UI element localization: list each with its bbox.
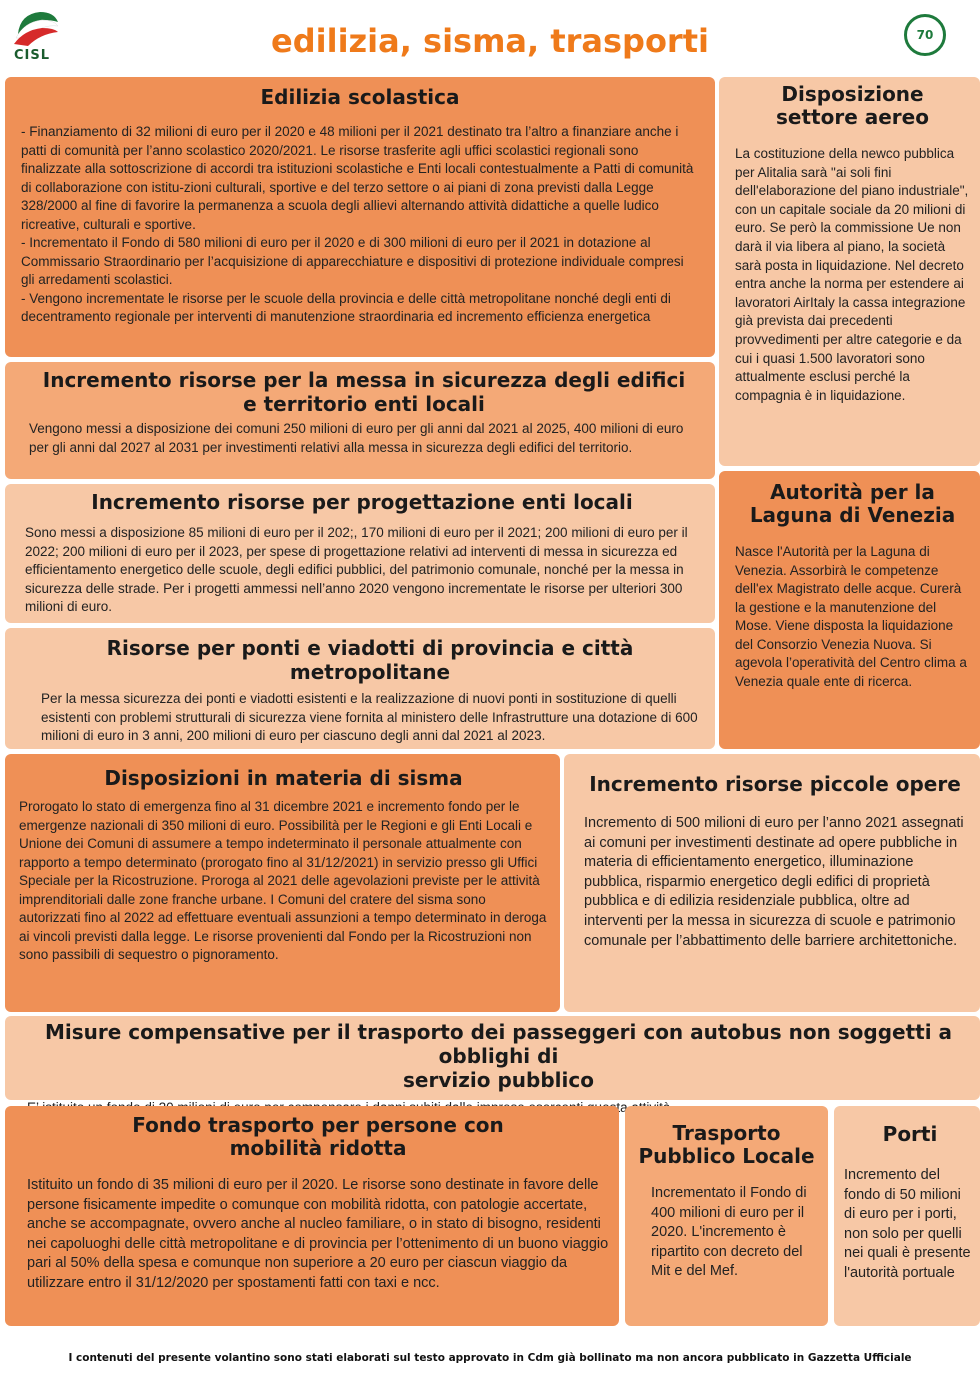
section-laguna-venezia	[719, 471, 980, 749]
anniversary-badge-text: 70	[916, 28, 934, 42]
section-text: La costituzione della newco pubblica per Alitalia sarà "ai soli fini dell'elaborazione del piano industriale", con un capitale sociale da 20 milioni di euro. Se però la commissione Ue non darà il via libera al piano, la società sarà posta in liquidazione. Nel decreto entra anche la norma per estendere ai lavoratori AirItaly la cassa integrazione già prevista dai precedenti provvedimenti per altre categorie e da cui i quasi 1.500 lavoratori sono attualmente esclusi perché la compagnia è in liquidazione.	[735, 146, 969, 403]
anniversary-badge	[904, 14, 946, 56]
section-title: Incremento risorse per progettazione enti locali	[91, 490, 633, 514]
section-text: Incrementato il Fondo di 400 milioni di euro per il 2020. L'incremento è ripartito con decreto del Mit e del Mef.	[651, 1185, 807, 1280]
section-text: Nasce l'Autorità per la Laguna di Venezia. Assorbirà le competenze dell'ex Magistrato delle acque. Curerà la gestione e la manutenzione del Mose. Viene disposta la liquidazione del Consorzio Venezia Nuova. Si agevola l’operatività del Centro clima a Venezia quale ente di ricerca.	[735, 544, 967, 689]
section-title: Risorse per ponti e viadotti di provincia e città metropolitane	[106, 636, 634, 684]
section-text: Sono messi a disposizione 85 milioni di euro per il 202;, 170 milioni di euro per il 2021; 200 milioni di euro per il 2022; 200 milioni di euro per il 2023, per spese di progettazione relativi ad interventi di messa in sicurezza ed efficientamento energetico delle scuole, degli edifici pubblici, del patrimonio comunale, nonché per la messa in sicurezza delle strade. Per i progetti ammessi nell’anno 2020 vengono incrementate le risorse per ulteriori 300 milioni di euro.	[25, 525, 688, 614]
section-text: Incremento del fondo di 50 milioni di euro per i porti, non solo per quelli nei quali è presente l'autorità portuale	[844, 1167, 971, 1281]
footer-disclaimer: I contenuti del presente volantino sono stati elaborati sul testo approvato in Cdm già bollinato ma non ancora pubblicato in Gazzetta Ufficiale	[68, 1352, 912, 1364]
section-settore-aereo	[719, 77, 980, 466]
section-progettazione	[5, 484, 715, 623]
section-title: Incremento risorse per la messa in sicurezza degli edifici e territorio enti locali	[42, 368, 686, 416]
section-text: Prorogato lo stato di emergenza fino al 31 dicembre 2021 e incremento fondo per le emergenze nazionali di 350 milioni di euro. Possibilità per le Regioni e gli Enti Locali e Unione dei Comuni di assumere a tempo indeterminato il personale attualmente con rapporto a tempo determinato (prorogato fino al 31/12/2021) in servizio presso gli Uffici Speciale per la Ricostruzione. Proroga al 2021 delle agevolazioni previste per le attività imprenditoriali dalle zone franche urbane. I Comuni del cratere del sisma sono autorizzati fino al 2022 ad effettuare eventuali assunzioni a tempo determinato in deroga ai vincoli previsti dalla legge. Le risorse provenienti dal Fondo per la Ricostruzioni non sono passibili di sequestro o pignoramento.	[19, 799, 547, 962]
section-messa-in-sicurezza	[5, 362, 715, 479]
section-text: - Finanziamento di 32 milioni di euro per il 2020 e 48 milioni per il 2021 destinato tra l’altro a finanziare anche i patti di comunità per l’anno scolastico 2020/2021. Le risorse trasferite agli uffici scolastici regionali sono finalizzate alla sottoscrizione di accordi tra istituzioni scolastiche e Enti locali contestualmente a Patti di comunità di collaborazione con istitu-zioni culturali, sportive e del terzo settore o ai piani di zona previsti dalla Legge 328/2000 al fine di favorire la permanenza a scuola degli allievi alternando attività didattiche a quelle ludico ricreative, culturali e sportive. - Incrementato il Fondo di 580 milioni di euro per il 2020 e di 300 milioni di euro per il 2021 in dotazione al Commissario Straordinario per l’acquisizione di apparecchiature e dispositivi di protezione individuale compresi gli arredamenti scolastici. - Vengono incrementate le risorse per le scuole della provincia e delle città metropolitane nonché degli enti di decentramento regionale per interventi di manutenzione straordinaria ed incremento efficienza energetica	[21, 124, 694, 324]
section-title: Misure compensative per il trasporto dei passeggeri con autobus non soggetti a obblighi di servizio pubblico	[44, 1020, 953, 1092]
cisl-logo-text: CISL	[14, 48, 51, 63]
section-title: Porti	[882, 1122, 938, 1146]
section-title: Incremento risorse piccole opere	[589, 772, 961, 796]
section-title: Autorità per la Laguna di Venezia	[749, 480, 956, 527]
section-title: Disposizione settore aereo	[776, 82, 929, 129]
section-title: Disposizioni in materia di sisma	[104, 766, 463, 790]
section-trasporto-pubblico-locale	[625, 1106, 828, 1326]
section-text: Istituito un fondo di 35 milioni di euro per il 2020. Le risorse sono destinate in favore delle persone fisicamente impedite o comunque con mobilità ridotta, con patologie accertate, anche se accompagnate, ovvero anche al nucleo familiare, o in stato di bisogno, residenti nei capoluoghi delle città metropolitane e di provincia per l’ottenimento di un buono viaggio pari al 50% della spesa e comunque non superiore a 20 euro per ciascun viaggio da utilizzare entro il 31/12/2020 per spostamenti fatti con taxi e ncc.	[27, 1177, 609, 1291]
section-title: Trasporto Pubblico Locale	[638, 1121, 815, 1168]
section-autobus	[5, 1016, 980, 1100]
section-ponti-viadotti	[5, 628, 715, 749]
section-title: Fondo trasporto per persone con mobilità ridotta	[132, 1113, 504, 1160]
section-sisma	[5, 754, 560, 1012]
section-porti	[834, 1106, 980, 1326]
section-text: Vengono messi a disposizione dei comuni 250 milioni di euro per gli anni dal 2021 al 2025, 400 milioni di euro per gli anni dal 2027 al 2031 per investimenti relativi alla messa in sicurezza degli edifici del territorio.	[29, 421, 684, 455]
section-title: Edilizia scolastica	[260, 85, 460, 109]
section-piccole-opere	[564, 754, 980, 1012]
section-text: Per la messa sicurezza dei ponti e viadotti esistenti e la realizzazione di nuovi ponti in sostituzione di quelli esistenti con problemi strutturali di sicurezza viene fornita al ministero delle Infrastrutture una dotazione di 600 milioni di euro in 3 anni, 200 milioni di euro per ciascuno degli anni dal 2021 al 2023.	[41, 691, 698, 743]
page-title: edilizia, sisma, trasporti	[271, 22, 709, 60]
section-text: Incremento di 500 milioni di euro per l’anno 2021 assegnati ai comuni per investimenti destinate ad opere pubbliche in materia di efficientamento energetico, illuminazione pubblica, risparmio energetico degli edifici di proprietà pubblica e di edilizia residenziale pubblica, oltre ad interventi per la messa in sicurezza di scuole e patrimonio comunale per l’abbattimento delle barriere architettoniche.	[584, 815, 964, 949]
section-edilizia-scolastica	[5, 77, 715, 357]
section-mobilita-ridotta	[5, 1106, 619, 1326]
